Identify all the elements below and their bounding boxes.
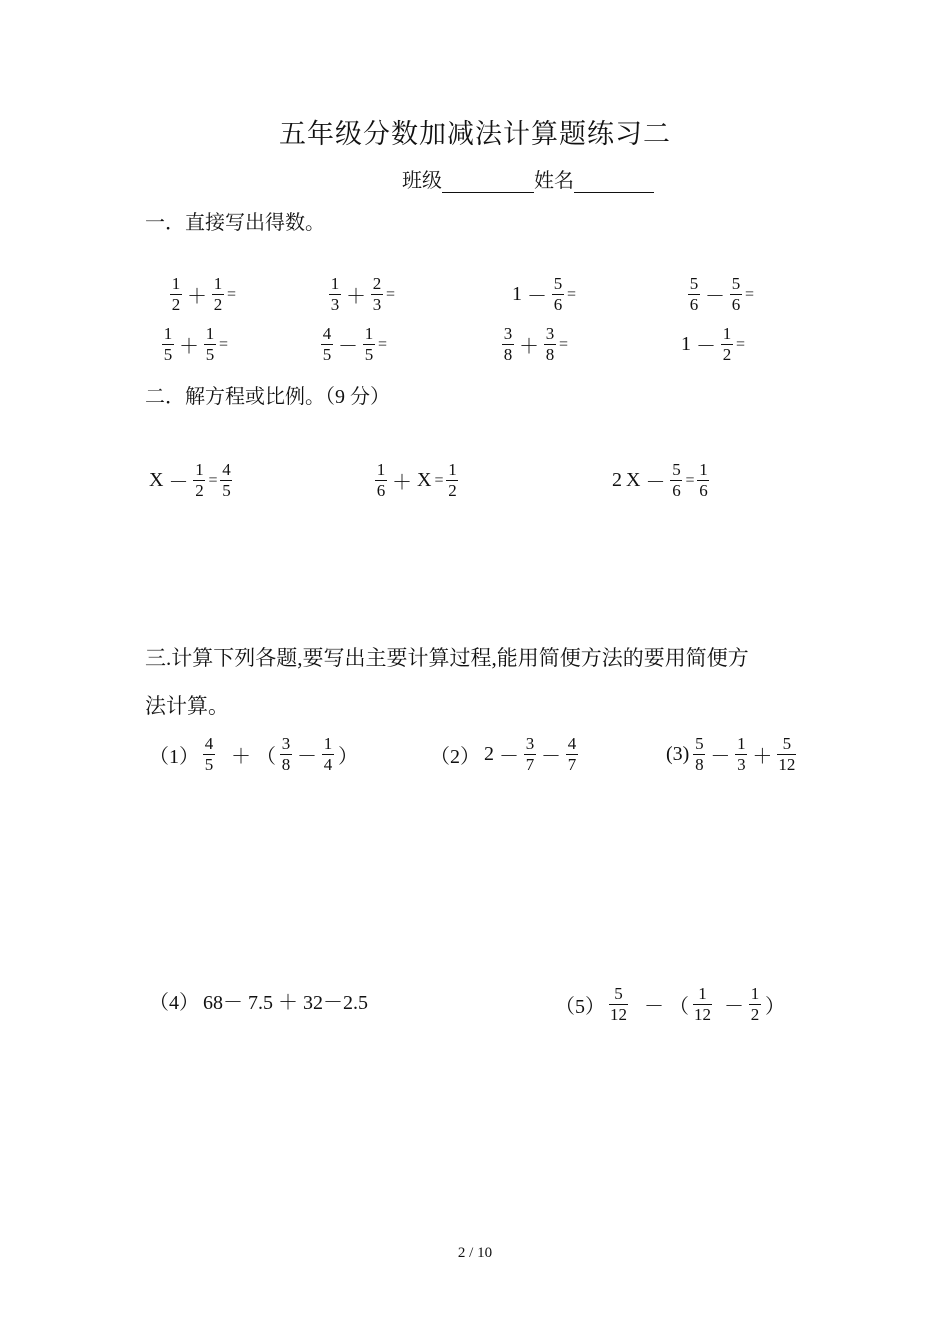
problem-label: （1） [149, 746, 199, 768]
fraction: $\frac{3}{7}$ [525, 734, 535, 774]
fraction: $\frac{1}{3}$ [737, 734, 746, 774]
left-paren: （ [669, 996, 689, 1018]
fraction: $\frac{5}{6}$ [731, 274, 741, 314]
fraction: $\frac{1}{2}$ [171, 274, 181, 314]
operator: ＋ [231, 746, 251, 768]
fraction: $\frac{4}{5}$ [222, 460, 231, 500]
q1-item-2 [327, 274, 396, 315]
problem-label: （5） [555, 996, 605, 1018]
name-label: 姓名 [534, 170, 574, 192]
fraction: $\frac{1}{2}$ [213, 274, 223, 314]
operator: ＋ [187, 286, 207, 308]
fraction: $\frac{1}{4}$ [323, 734, 333, 774]
q1-item-4 [686, 274, 755, 315]
problem-1 [147, 734, 360, 775]
problem-5 [553, 984, 787, 1025]
operator: ＋ [752, 746, 773, 768]
fraction: $\frac{3}{8}$ [281, 734, 291, 774]
problem-2 [428, 734, 580, 775]
right-paren: ） [765, 996, 785, 1018]
operator: ＋ [346, 286, 366, 308]
operator: － [710, 746, 731, 768]
fraction: $\frac{4}{5}$ [322, 324, 332, 364]
operator: － [527, 286, 547, 308]
q1-item-6 [319, 324, 388, 365]
fraction: $\frac{1}{6}$ [699, 460, 708, 500]
equals: = [559, 335, 569, 353]
operator: － [338, 336, 358, 358]
equation-2 [373, 460, 460, 501]
fraction: $\frac{4}{5}$ [204, 734, 214, 774]
fraction: $\frac{1}{2}$ [195, 460, 204, 500]
q1-item-1 [168, 274, 237, 315]
equals: = [567, 285, 577, 303]
variable: X [626, 469, 641, 491]
fraction: $\frac{1}{5}$ [205, 324, 215, 364]
section-1-heading: 一．直接写出得数。 [145, 212, 325, 234]
fraction: $\frac{3}{8}$ [545, 324, 555, 364]
fraction: $\frac{1}{5}$ [163, 324, 173, 364]
operator: － [541, 746, 561, 768]
problem-label: （4） [149, 992, 199, 1014]
class-label: 班级 [402, 170, 442, 192]
operator: ＋ [179, 336, 199, 358]
fraction: $\frac{1}{2}$ [448, 460, 457, 500]
operator: － [645, 472, 666, 494]
q1-item-7 [500, 324, 569, 365]
operator: ＋ [519, 336, 539, 358]
q1-item-5 [160, 324, 229, 365]
operator: － [297, 746, 317, 768]
operator: － [644, 996, 664, 1018]
class-blank[interactable] [442, 170, 534, 193]
fraction: $\frac{4}{7}$ [567, 734, 577, 774]
fraction: $\frac{1}{5}$ [364, 324, 374, 364]
variable: X [417, 469, 432, 491]
fraction: $\frac{1}{2}$ [750, 984, 760, 1024]
problem-expression: 68－ 7.5 ＋ 32－2.5 [203, 992, 368, 1014]
operator: ＋ [392, 472, 412, 494]
whole-number: 2 [484, 743, 494, 765]
operator: － [168, 472, 189, 494]
operator: － [696, 336, 716, 358]
problem-label: （2） [430, 746, 480, 768]
fraction: $\frac{1}{2}$ [722, 324, 732, 364]
equals: = [434, 471, 444, 489]
section-3-heading-line1: 三.计算下列各题,要写出主要计算过程,能用简便方法的要用简便方 [145, 646, 749, 670]
section-2-heading: 二．解方程或比例。（9 分） [145, 386, 390, 408]
q1-item-8 [679, 324, 746, 365]
right-paren: ） [338, 746, 358, 768]
whole-number: 1 [512, 283, 522, 305]
class-name-line [402, 164, 654, 193]
fraction: $\frac{5}{6}$ [689, 274, 699, 314]
equals: = [736, 335, 746, 353]
problem-3 [664, 734, 798, 775]
equals: = [208, 471, 218, 489]
equation-3 [610, 460, 711, 501]
operator: － [724, 996, 744, 1018]
problem-label: (3) [666, 743, 690, 765]
fraction: $\frac{5}{6}$ [553, 274, 563, 314]
fraction: $\frac{5}{12}$ [778, 734, 796, 774]
equals: = [386, 285, 396, 303]
equals: = [219, 335, 229, 353]
variable: X [149, 469, 164, 491]
equals: = [685, 471, 695, 489]
fraction: $\frac{1}{12}$ [694, 984, 711, 1024]
fraction: $\frac{5}{8}$ [695, 734, 704, 774]
equals: = [378, 335, 388, 353]
page-number: 2 / 10 [457, 1245, 493, 1261]
fraction: $\frac{5}{6}$ [672, 460, 681, 500]
q1-item-3 [510, 274, 577, 315]
fraction: $\frac{2}{3}$ [372, 274, 382, 314]
fraction: $\frac{3}{8}$ [503, 324, 513, 364]
coefficient: 2 [612, 469, 622, 491]
page-title: 五年级分数加减法计算题练习二 [279, 119, 671, 149]
fraction: $\frac{5}{12}$ [610, 984, 627, 1024]
equals: = [227, 285, 237, 303]
problem-4 [147, 986, 370, 1015]
fraction: $\frac{1}{3}$ [330, 274, 340, 314]
name-blank[interactable] [574, 170, 654, 193]
whole-number: 1 [681, 333, 691, 355]
fraction: $\frac{1}{6}$ [376, 460, 386, 500]
equals: = [745, 285, 755, 303]
operator: － [705, 286, 725, 308]
operator: － [499, 746, 519, 768]
equation-1 [147, 460, 234, 501]
section-3-heading-line2: 法计算。 [145, 694, 229, 718]
left-paren: （ [256, 746, 276, 768]
